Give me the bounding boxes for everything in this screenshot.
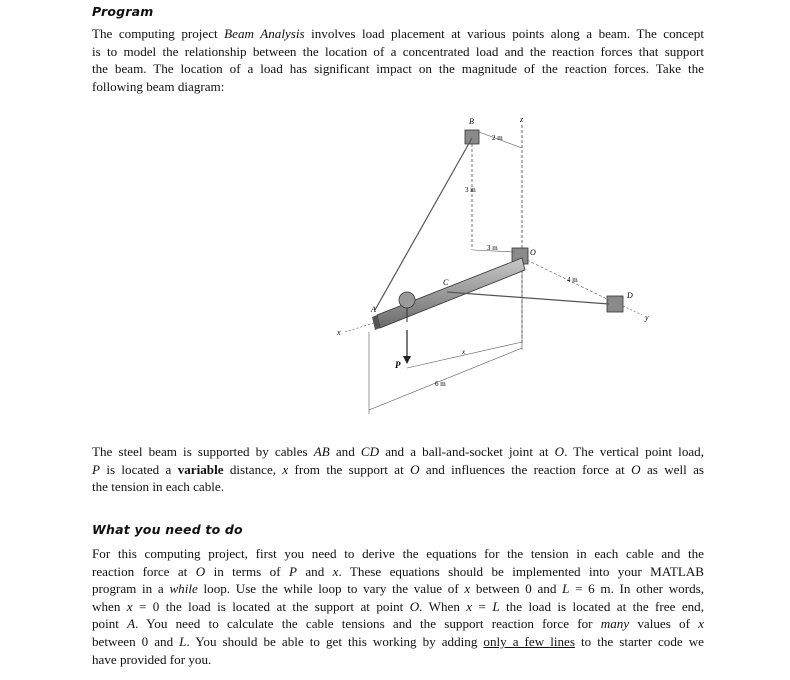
text-line: is to model the relationship between the location of a concentrated load and the reaction forces that support bbox=[92, 43, 704, 59]
label-p: P bbox=[395, 360, 401, 370]
label-4m: 4 m bbox=[567, 276, 578, 284]
six-m-dim bbox=[369, 348, 522, 410]
label-c: C bbox=[443, 278, 449, 287]
text-line: have provided for you. bbox=[92, 651, 212, 667]
beam-diagram-svg bbox=[247, 110, 707, 430]
label-3m-horizontal: 3 m bbox=[487, 244, 498, 252]
label-x-axis: x bbox=[337, 328, 341, 337]
text-line: The computing project Beam Analysis involves load placement at various points along a beam. The concept bbox=[92, 26, 704, 41]
x-axis-line bbox=[345, 322, 377, 332]
text-line: between 0 and L. You should be able to get this working by adding only a few lines to the starter code we bbox=[92, 633, 704, 649]
text-line: following beam diagram: bbox=[92, 78, 225, 94]
what-you-need-heading: What you need to do bbox=[92, 522, 243, 537]
label-o: O bbox=[530, 248, 536, 257]
load-p-arrowhead bbox=[403, 356, 411, 364]
text-line: The steel beam is supported by cables AB and CD and a ball-and-socket joint at O. The vertical point load, bbox=[92, 444, 704, 459]
y-axis-line bbox=[623, 306, 642, 315]
intro-paragraph bbox=[92, 25, 704, 95]
text-line: program in a while loop. Use the while loop to vary the value of x between 0 and L = 6 m. In other words, bbox=[92, 581, 705, 597]
text-line: point A. You need to calculate the cable tensions and the support reaction force for many values of x bbox=[92, 616, 704, 632]
bracket-b bbox=[465, 130, 479, 144]
label-a: A bbox=[371, 305, 376, 314]
label-y: y bbox=[645, 313, 649, 322]
steel-beam bbox=[377, 258, 525, 328]
text-line: reaction force at O in terms of P and x. These equations should be implemented into your MATLAB bbox=[92, 563, 705, 579]
label-x-distance: x bbox=[462, 348, 466, 356]
label-6m: 6 m bbox=[435, 380, 446, 388]
label-z: z bbox=[520, 115, 524, 124]
load-ring bbox=[399, 292, 415, 308]
program-heading: Program bbox=[92, 4, 154, 19]
label-2m: 2 m bbox=[492, 134, 503, 142]
text-line: when x = 0 the load is located at the support at point O. When x = L the load is located at the free end, bbox=[92, 598, 704, 614]
label-d: D bbox=[627, 291, 633, 300]
label-3m-vertical: 3 m bbox=[465, 186, 476, 194]
task-paragraph bbox=[92, 545, 704, 668]
text-line: the beam. The location of a load has significant impact on the magnitude of the reaction forces. Take the bbox=[92, 61, 704, 77]
text-line: the tension in each cable. bbox=[92, 479, 224, 495]
text-line: For this computing project, first you need to derive the equations for the tension in each cable and the bbox=[92, 546, 704, 561]
cable-cd bbox=[447, 292, 609, 304]
beam-diagram bbox=[247, 110, 707, 430]
beam-description-paragraph bbox=[92, 443, 704, 496]
text-line: P is located a variable distance, x from the support at O and influences the reaction force at O as well as bbox=[92, 461, 704, 477]
label-b: B bbox=[469, 117, 474, 126]
bracket-d bbox=[607, 296, 623, 312]
